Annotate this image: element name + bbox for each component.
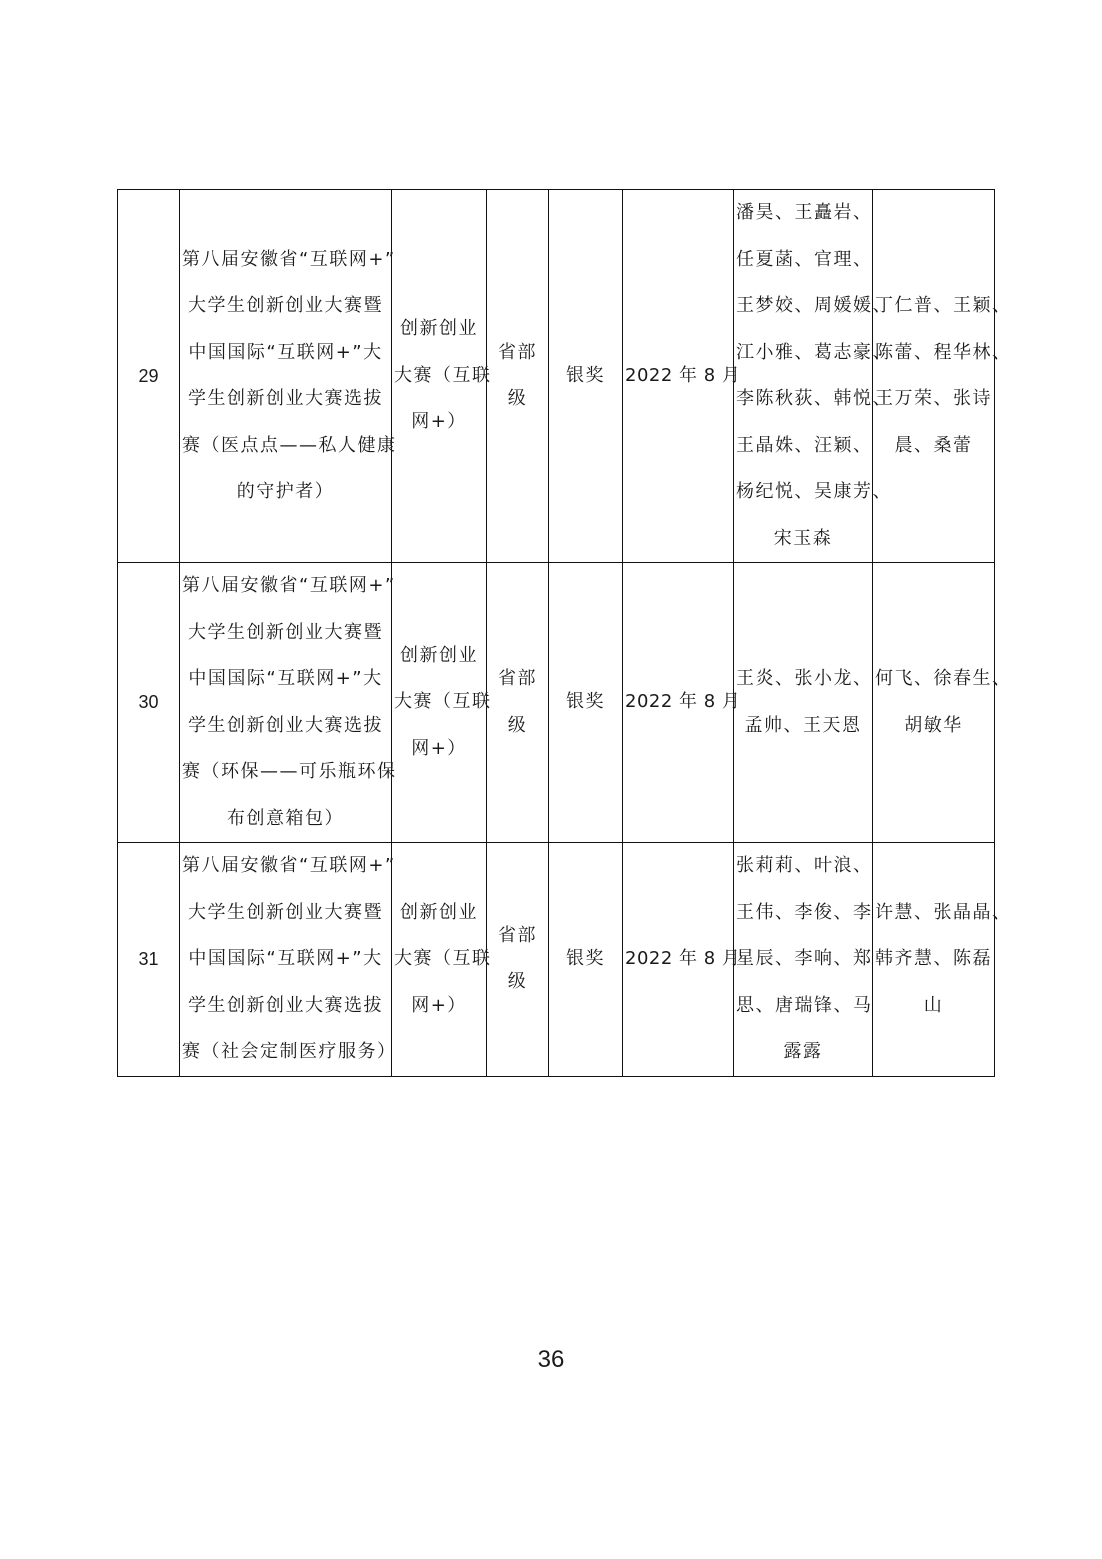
table-row xyxy=(118,843,995,1077)
cell-competition-name-line: 中国国际“互联网+”大 xyxy=(188,948,383,969)
cell-advisors xyxy=(873,190,1012,563)
cell-advisors-line: 陈蕾、程华林、 xyxy=(875,341,1012,363)
cell-students-line: 王晶姝、汪颖、 xyxy=(736,434,873,456)
cell-advisors-line: 胡敏华 xyxy=(904,714,963,736)
cell-level: 省部级 xyxy=(487,563,549,843)
cell-advisors xyxy=(873,563,1012,843)
cell-students-line: 孟帅、王天恩 xyxy=(744,714,862,736)
cell-competition-name xyxy=(180,190,397,563)
cell-competition-type-line: 网+） xyxy=(411,994,467,1016)
cell-level: 省部级 xyxy=(487,190,549,563)
cell-date: 2022 年 8 月 xyxy=(623,190,734,563)
cell-competition-name-line: 大学生创新创业大赛暨 xyxy=(188,621,383,643)
cell-competition-type-line: 大赛（互联 xyxy=(394,691,492,713)
cell-competition-type-line: 创新创业 xyxy=(400,901,478,923)
cell-advisors-line: 许慧、张晶晶、 xyxy=(875,901,1012,923)
cell-competition-type-line: 创新创业 xyxy=(400,644,478,666)
cell-competition-name xyxy=(180,843,397,1077)
cell-students-line: 潘昊、王矗岩、 xyxy=(736,202,873,223)
cell-competition-name-line: 学生创新创业大赛选拔 xyxy=(188,714,383,736)
cell-number: 29 xyxy=(118,190,180,563)
cell-advisors-line: 丁仁普、王颖、 xyxy=(875,295,1012,316)
cell-number: 31 xyxy=(118,843,180,1077)
cell-competition-name-line: 赛（医点点——私人健康 xyxy=(182,434,397,456)
cell-competition-name-line: 布创意箱包） xyxy=(227,807,344,829)
cell-students-line: 露露 xyxy=(783,1041,823,1062)
table-row xyxy=(118,190,995,563)
cell-competition-name-line: 第八届安徽省“互联网+” xyxy=(182,855,396,876)
cell-competition-type-line: 网+） xyxy=(411,737,467,759)
cell-competition-type-line: 创新创业 xyxy=(400,318,478,340)
cell-competition-type xyxy=(392,190,492,563)
cell-date: 2022 年 8 月 xyxy=(623,563,734,843)
cell-students-line: 江小雅、葛志豪、 xyxy=(736,341,892,363)
cell-award: 银奖 xyxy=(549,843,623,1077)
cell-students-line: 杨纪悦、吴康芳、 xyxy=(736,481,892,502)
cell-students xyxy=(734,563,873,843)
cell-students-line: 李陈秋荻、韩悦、 xyxy=(736,388,892,409)
cell-competition-name-line: 学生创新创业大赛选拔 xyxy=(188,994,383,1016)
cell-competition-name-line: 大学生创新创业大赛暨 xyxy=(188,901,383,923)
cell-students-line: 张莉莉、叶浪、 xyxy=(736,855,873,876)
cell-date: 2022 年 8 月 xyxy=(623,843,734,1077)
cell-award: 银奖 xyxy=(549,563,623,843)
page-number: 36 xyxy=(537,1346,565,1373)
cell-students xyxy=(734,843,873,1077)
awards-table xyxy=(117,189,1012,1077)
cell-competition-name-line: 大学生创新创业大赛暨 xyxy=(188,295,383,316)
cell-competition-type-line: 网+） xyxy=(411,411,467,433)
cell-advisors-line: 何飞、徐春生、 xyxy=(875,668,1012,689)
cell-students-line: 思、唐瑞锋、马 xyxy=(736,994,873,1016)
cell-students-line: 王梦姣、周媛媛、 xyxy=(736,295,892,316)
cell-competition-type xyxy=(392,843,492,1077)
cell-advisors-line: 晨、桑蕾 xyxy=(894,434,973,456)
cell-advisors-line: 山 xyxy=(923,994,944,1016)
cell-competition-name xyxy=(180,563,397,843)
cell-level: 省部级 xyxy=(487,843,549,1077)
cell-advisors xyxy=(873,843,1012,1077)
cell-students-line: 宋玉森 xyxy=(773,527,833,549)
cell-competition-name-line: 赛（社会定制医疗服务） xyxy=(182,1041,397,1062)
cell-students-line: 任夏菡、官理、 xyxy=(736,248,873,270)
cell-competition-type-line: 大赛（互联 xyxy=(394,948,492,969)
cell-competition-name-line: 中国国际“互联网+”大 xyxy=(188,668,383,689)
cell-students xyxy=(734,190,892,563)
cell-students-line: 王伟、李俊、李 xyxy=(736,901,873,923)
cell-competition-name-line: 第八届安徽省“互联网+” xyxy=(182,575,396,596)
cell-competition-name-line: 中国国际“互联网+”大 xyxy=(188,341,383,363)
cell-award: 银奖 xyxy=(549,190,623,563)
cell-competition-type-line: 大赛（互联 xyxy=(394,364,492,386)
cell-competition-name-line: 的守护者） xyxy=(236,481,335,502)
cell-number: 30 xyxy=(118,563,180,843)
cell-competition-type xyxy=(392,563,492,843)
cell-competition-name-line: 学生创新创业大赛选拔 xyxy=(188,388,383,409)
cell-advisors-line: 王万荣、张诗 xyxy=(875,388,992,409)
cell-competition-name-line: 赛（环保——可乐瓶环保 xyxy=(182,761,397,782)
cell-advisors-line: 韩齐慧、陈磊 xyxy=(875,948,992,969)
cell-students-line: 王炎、张小龙、 xyxy=(736,668,873,689)
cell-competition-name-line: 第八届安徽省“互联网+” xyxy=(182,248,396,270)
cell-students-line: 星辰、李响、郑 xyxy=(736,948,873,969)
table-row xyxy=(118,563,995,843)
